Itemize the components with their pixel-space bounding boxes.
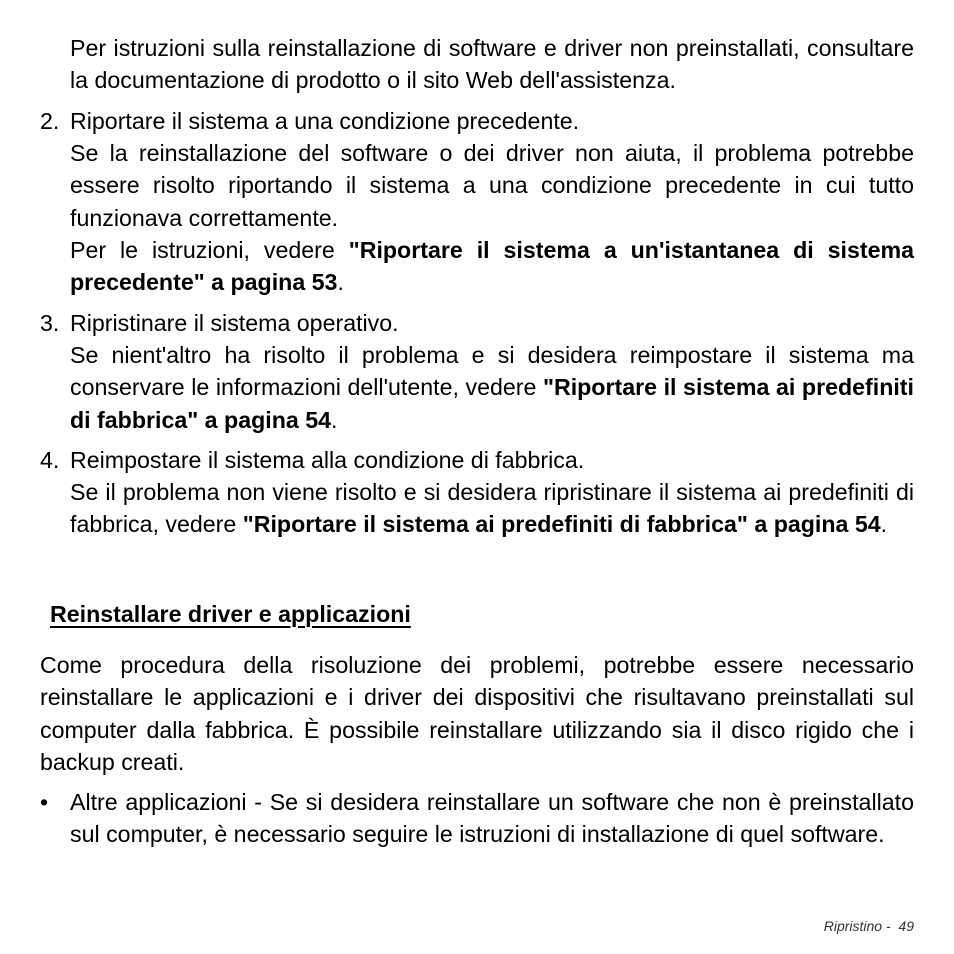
step-2-ref-link[interactable]: "Riportare il sistema a un'istantanea di sistema precedente" a pagina 53 <box>70 237 915 296</box>
bullet-item: Altre applicazioni - Se si desidera reinstallare un software che non è preinstallato sul computer, è necessario seguire le istruzioni di installazione di quel software. <box>70 789 914 848</box>
step-4-ref-suffix: . <box>880 511 888 538</box>
step-4-body-text: Se il problema non viene risolto e si desidera ripristinare il sistema ai predefiniti di fabbrica, vedere <box>70 479 914 538</box>
step-3-number: 3. <box>40 310 60 336</box>
step-4-title: Reimpostare il sistema alla condizione di fabbrica. <box>70 447 585 473</box>
section-paragraph: Come procedura della risoluzione dei problemi, potrebbe essere necessario reinstallare le applicazioni e i driver dei dispositivi che risultavano preinstallati sul computer dalla fabbrica. È possibile reinstallare utilizzando sia il disco rigido che i backup creati. <box>40 652 914 776</box>
footer-page-number: 49 <box>898 918 914 934</box>
page-footer <box>824 918 914 934</box>
step-2-ref-suffix: . <box>337 269 344 296</box>
step-3-body-text: Se nient'altro ha risolto il problema e si desidera reimpostare il sistema ma conservare le informazioni dell'utente, vedere <box>70 342 914 401</box>
step-2-title: Riportare il sistema a una condizione precedente. <box>70 108 580 134</box>
step-2-number: 2. <box>40 108 60 134</box>
step-4-ref-link[interactable]: "Riportare il sistema ai predefiniti di fabbrica" a pagina 54 <box>242 511 881 538</box>
step-4-heading <box>40 444 914 476</box>
step-2-heading <box>40 105 914 137</box>
intro-paragraph: Per istruzioni sulla reinstallazione di software e driver non preinstallati, consultare la documentazione di prodotto o il sito Web dell'assistenza. <box>70 35 914 94</box>
bullet-marker: • <box>40 789 49 815</box>
section-heading: Reinstallare driver e applicazioni <box>50 601 411 627</box>
step-2-ref-prefix: Per le istruzioni, vedere <box>70 237 349 263</box>
step-3-ref-link[interactable]: "Riportare il sistema ai predefiniti di fabbrica" a pagina 54 <box>70 374 914 433</box>
step-3-ref-suffix: . <box>330 406 338 433</box>
step-3-heading <box>40 307 914 339</box>
step-2-body: Se la reinstallazione del software o dei driver non aiuta, il problema potrebbe essere risolto riportando il sistema a una condizione precedente in cui tutto funzionava correttamente. <box>70 140 914 231</box>
step-4-body <box>70 476 914 541</box>
step-4-number: 4. <box>40 447 60 473</box>
step-3-title: Ripristinare il sistema operativo. <box>70 310 399 336</box>
footer-section-name: Ripristino - <box>823 918 891 934</box>
step-2-reference <box>70 234 914 299</box>
step-3-body <box>70 339 914 436</box>
